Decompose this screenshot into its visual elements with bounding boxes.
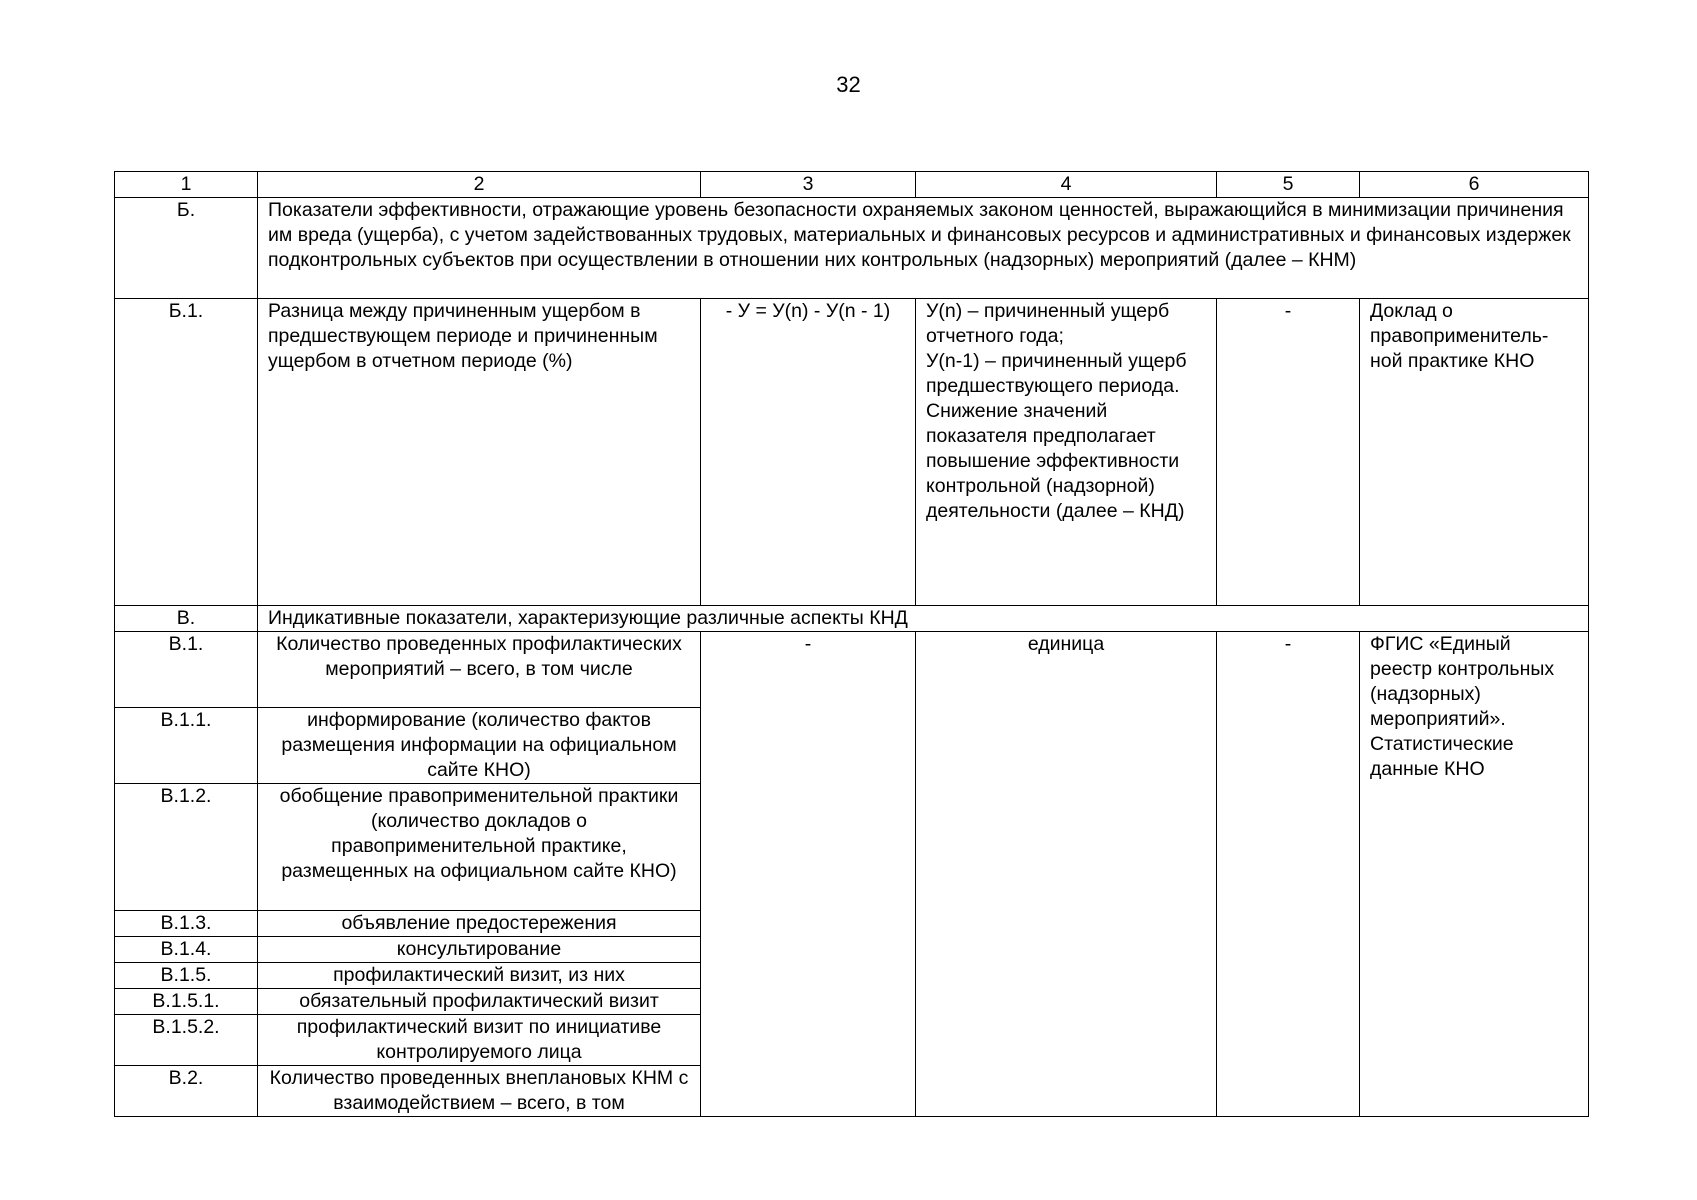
row-code: В.1.2.: [115, 784, 258, 911]
group-formula: -: [701, 632, 916, 1117]
indicator-name: консультирование: [258, 937, 701, 963]
group-source: [1360, 632, 1589, 1117]
section-row-b: [115, 198, 1589, 299]
row-code: В.: [115, 606, 258, 632]
section-title: Индикативные показатели, характеризующие различные аспекты КНД: [258, 606, 1589, 632]
column-header: 1: [115, 172, 258, 198]
indicator-name: профилактический визит, из них: [258, 963, 701, 989]
source-line: Статистические данные КНО: [1370, 733, 1514, 780]
description-line: Снижение значений показателя предполагает повышение эффективности контрольной (надзорной) деятельности (далее – КНД): [926, 400, 1185, 522]
description-line: У(n) – причиненный ущерб отчетного года;: [926, 300, 1170, 347]
table-header-row: [115, 172, 1589, 198]
indicator-col5: -: [1217, 299, 1360, 606]
column-header: 6: [1360, 172, 1589, 198]
indicator-name: Разница между причиненным ущербом в предшествующем периоде и причиненным ущербом в отчетном периоде (%): [258, 299, 701, 606]
row-code: В.1.1.: [115, 708, 258, 784]
indicator-formula: - У = У(n) - У(n - 1): [701, 299, 916, 606]
row-code: В.1.5.: [115, 963, 258, 989]
page-number: 32: [836, 72, 861, 97]
source-line: ФГИС «Единый реестр контрольных (надзорных) мероприятий».: [1370, 633, 1555, 730]
section-title: Показатели эффективности, отражающие уровень безопасности охраняемых законом ценностей, выражающийся в минимизации причинения им вреда (ущерба), с учетом задействованных трудовых, материальных и финансовых ресурсов и административных и финансовых издержек подконтрольных субъектов при осуществлении в отношении них контрольных (надзорных) мероприятий (далее – КНМ): [258, 198, 1589, 299]
group-unit: единица: [916, 632, 1217, 1117]
indicator-name: обобщение правоприменительной практики (количество докладов о правоприменительной практике, размещенных на официальном сайте КНО): [258, 784, 701, 911]
indicator-source: Доклад о правоприменитель-ной практике КНО: [1360, 299, 1589, 606]
indicator-name: профилактический визит по инициативе контролируемого лица: [258, 1015, 701, 1066]
row-code: В.1.5.2.: [115, 1015, 258, 1066]
indicators-table: [114, 171, 1589, 1117]
row-code: В.1.: [115, 632, 258, 708]
indicator-description: [916, 299, 1217, 606]
row-code: В.1.4.: [115, 937, 258, 963]
section-row-v: [115, 606, 1589, 632]
indicator-name: информирование (количество фактов размещения информации на официальном сайте КНО): [258, 708, 701, 784]
indicator-name: Количество проведенных внеплановых КНМ с взаимодействием – всего, в том: [258, 1066, 701, 1117]
row-code: В.2.: [115, 1066, 258, 1117]
row-code: Б.1.: [115, 299, 258, 606]
indicator-name: объявление предостережения: [258, 911, 701, 937]
column-header: 5: [1217, 172, 1360, 198]
column-header: 3: [701, 172, 916, 198]
row-code: В.1.5.1.: [115, 989, 258, 1015]
description-line: У(n-1) – причиненный ущерб предшествующего периода.: [926, 350, 1187, 397]
indicator-name: Количество проведенных профилактических мероприятий – всего, в том числе: [258, 632, 701, 708]
row-code: Б.: [115, 198, 258, 299]
column-header: 4: [916, 172, 1217, 198]
table-row-b1: [115, 299, 1589, 606]
group-col5: -: [1217, 632, 1360, 1117]
indicator-name: обязательный профилактический визит: [258, 989, 701, 1015]
column-header: 2: [258, 172, 701, 198]
table-row: [115, 632, 1589, 708]
row-code: В.1.3.: [115, 911, 258, 937]
